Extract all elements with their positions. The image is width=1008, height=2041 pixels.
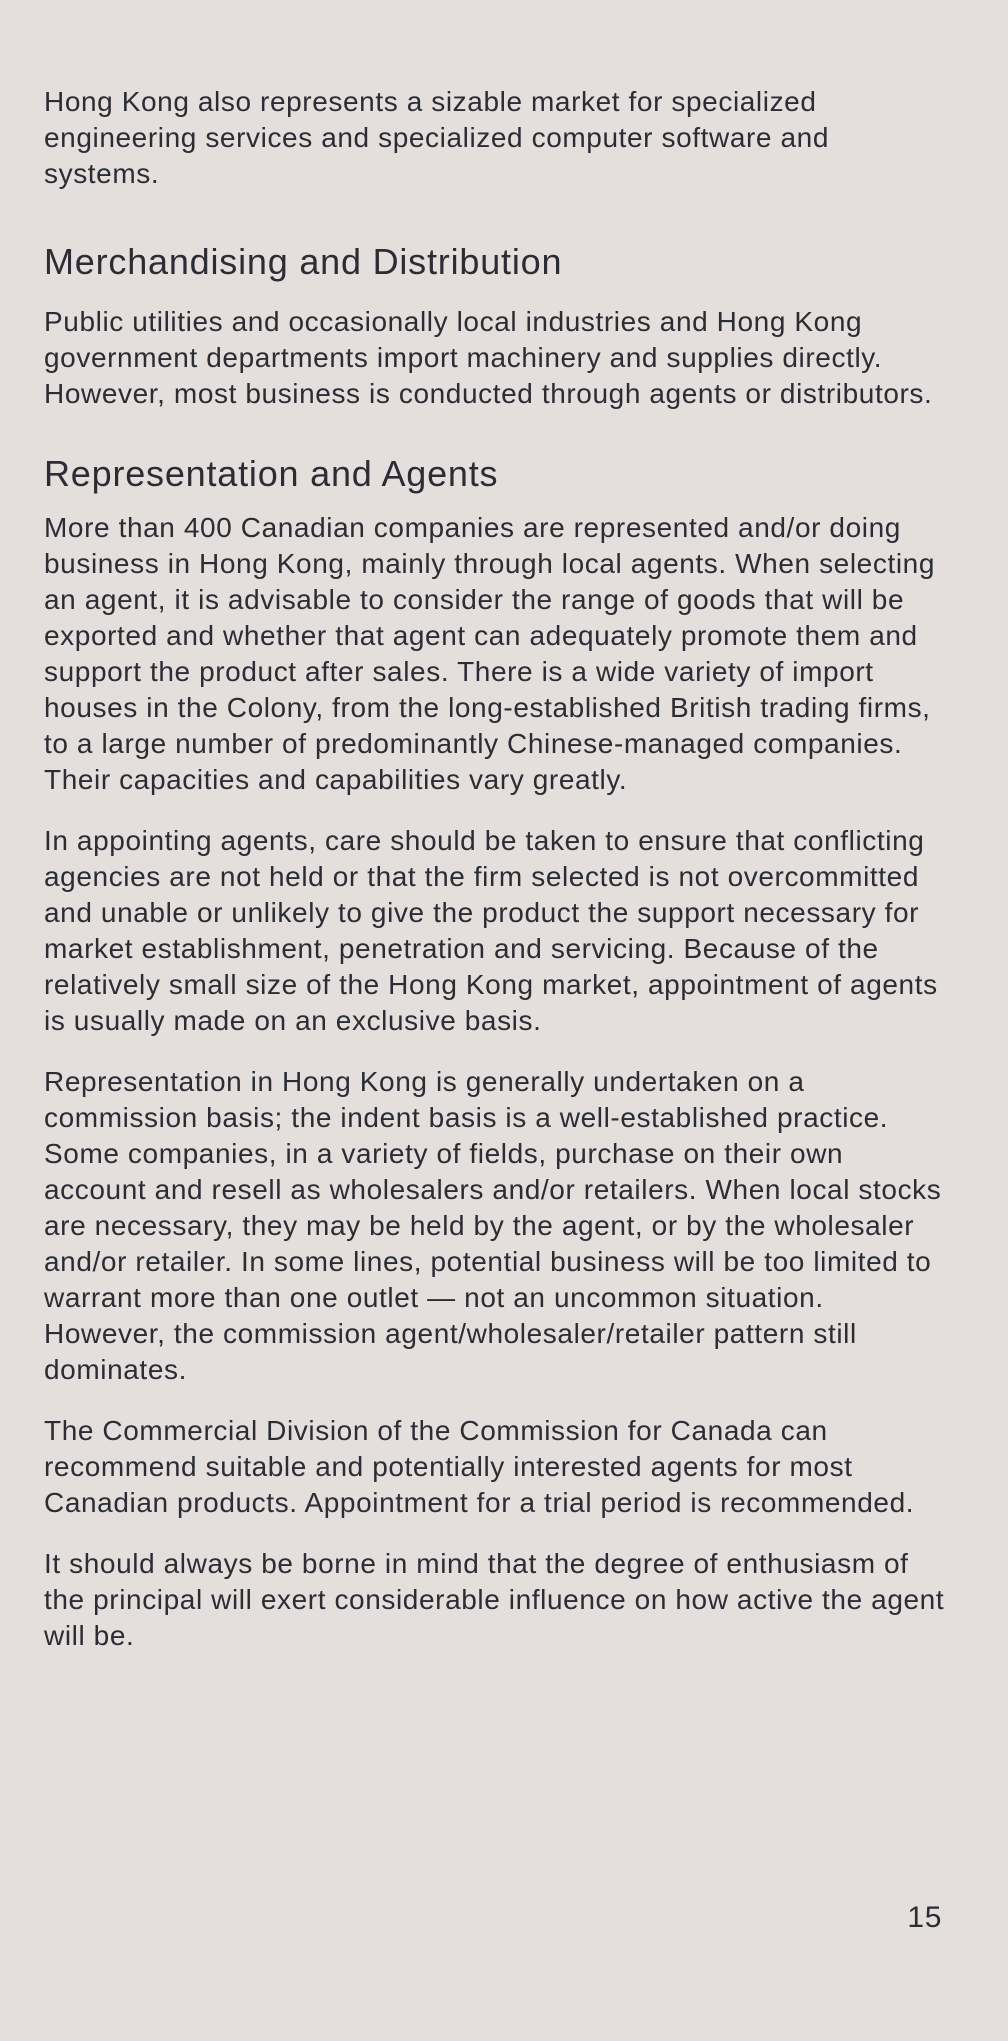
paragraph-representation-5: It should always be borne in mind that the degree of enthusiasm of the principal will exert considerable influence on how active the agent will be. (44, 1548, 945, 1651)
heading-merchandising-distribution: Merchandising and Distribution (44, 241, 563, 282)
intro-paragraph: Hong Kong also represents a sizable market for specialized engineering services and specialized computer software and systems. (44, 86, 830, 189)
paragraph-merchandising-1: Public utilities and occasionally local industries and Hong Kong government departments import machinery and supplies directly. However, most business is conducted through agents or distributors. (44, 306, 933, 409)
paragraph-representation-4: The Commercial Division of the Commission for Canada can recommend suitable and potentially interested agents for most Canadian products. Appointment for a trial period is recommended. (44, 1415, 915, 1518)
heading-representation-agents: Representation and Agents (44, 453, 499, 494)
paragraph-representation-2: In appointing agents, care should be taken to ensure that conflicting agencies are not held or that the firm selected is not overcommitted and unable or unlikely to give the product the support necessary for market establishment, penetration and servicing. Because of the relatively small size of the Hong Kong market, appointment of agents is usually made on an exclusive basis. (44, 825, 938, 1036)
paragraph-representation-1: More than 400 Canadian companies are represented and/or doing business in Hong Kong, mainly through local agents. When selecting an agent, it is advisable to consider the range of goods that will be exported and whether that agent can adequately promote them and support the product after sales. There is a wide variety of import houses in the Colony, from the long-established British trading firms, to a large number of predominantly Chinese-managed companies. Their capacities and capabilities vary greatly. (44, 512, 935, 795)
paragraph-representation-3: Representation in Hong Kong is generally undertaken on a commission basis; the indent basis is a well-established practice. Some companies, in a variety of fields, purchase on their own account and resell as wholesalers and/or retailers. When local stocks are necessary, they may be held by the agent, or by the wholesaler and/or retailer. In some lines, potential business will be too limited to warrant more than one outlet — not an uncommon situation. However, the commission agent/wholesaler/retailer pattern still dominates. (44, 1066, 942, 1385)
page-number: 15 (907, 1901, 942, 1934)
